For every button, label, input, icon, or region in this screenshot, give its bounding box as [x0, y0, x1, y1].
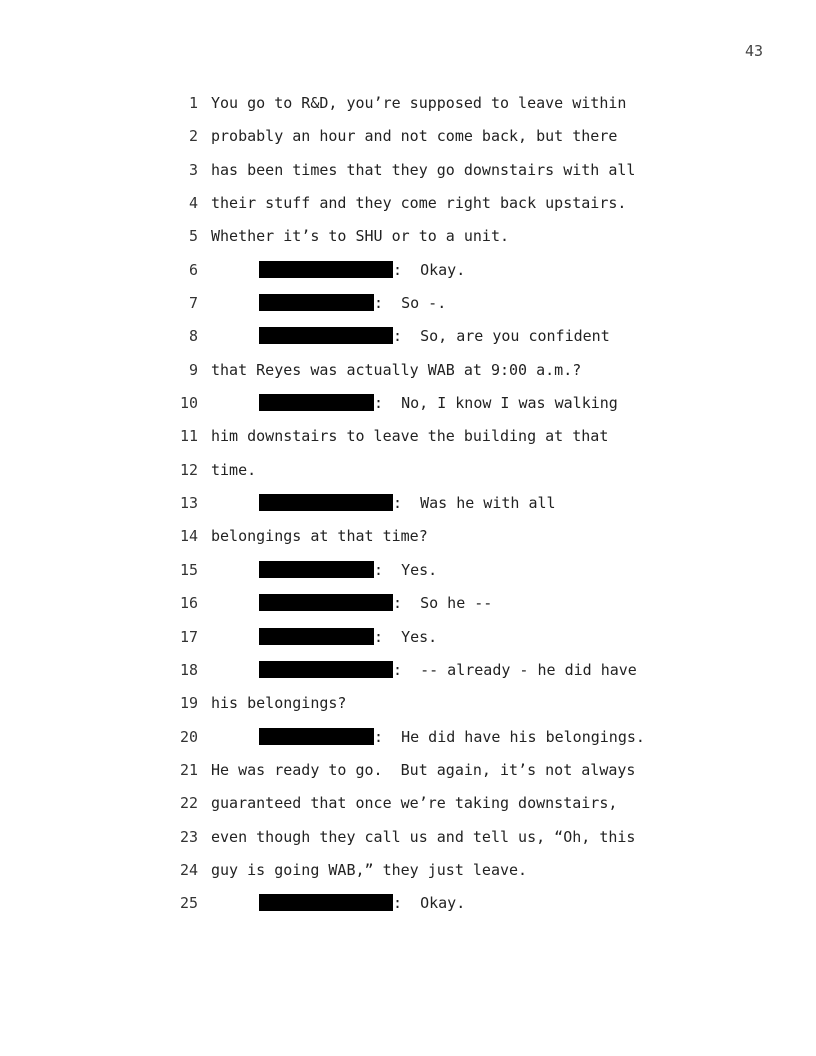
line-number: 4 [188, 194, 198, 213]
line-text: : Yes. [374, 627, 438, 646]
transcript-line [0, 290, 816, 323]
line-text: : Was he with all [393, 494, 556, 513]
redacted-speaker-name [259, 561, 374, 578]
transcript-line [0, 157, 816, 190]
redacted-speaker-name [259, 594, 393, 611]
line-number: 22 [179, 794, 198, 813]
line-text: You go to R&D, you’re supposed to leave within [211, 94, 627, 112]
line-number: 12 [179, 460, 198, 479]
redacted-speaker-name [259, 661, 393, 678]
line-text: belongings at that time? [211, 527, 428, 546]
transcript-line [0, 257, 816, 290]
line-text: has been times that they go downstairs with all [211, 160, 636, 179]
speaker-line [259, 323, 610, 349]
transcript-line [0, 190, 816, 223]
line-text: that Reyes was actually WAB at 9:00 a.m.? [211, 360, 582, 379]
transcript-line [0, 523, 816, 556]
line-text: him downstairs to leave the building at that [211, 427, 609, 446]
transcript-body [0, 90, 816, 924]
line-number: 24 [179, 860, 198, 879]
line-number: 16 [179, 594, 198, 613]
line-number: 15 [179, 560, 198, 579]
page-number: 43 [744, 42, 763, 60]
line-text: Whether it’s to SHU or to a unit. [211, 227, 510, 246]
transcript-line [0, 123, 816, 156]
line-text: : He did have his belongings. [374, 727, 645, 746]
speaker-line [259, 624, 437, 650]
transcript-line [0, 790, 816, 823]
transcript-line [0, 590, 816, 623]
speaker-line [259, 657, 637, 683]
line-text: : Okay. [393, 894, 466, 913]
line-text: : So he -- [393, 594, 493, 613]
line-number: 8 [188, 327, 198, 346]
transcript-line [0, 90, 816, 123]
line-text: : Okay. [393, 260, 466, 279]
line-number: 13 [179, 494, 198, 513]
line-number: 25 [179, 894, 198, 913]
line-number: 17 [179, 627, 198, 646]
transcript-line [0, 657, 816, 690]
speaker-line [259, 590, 492, 616]
line-text: his belongings? [211, 694, 347, 713]
redacted-speaker-name [259, 628, 374, 645]
speaker-line [259, 490, 556, 516]
transcript-line [0, 890, 816, 923]
transcript-line [0, 457, 816, 490]
redacted-speaker-name [259, 394, 374, 411]
line-text: guy is going WAB,” they just leave. [211, 860, 528, 879]
line-number: 18 [179, 660, 198, 679]
line-number: 2 [188, 127, 198, 146]
redacted-speaker-name [259, 327, 393, 344]
line-number: 23 [179, 827, 198, 846]
line-text: : Yes. [374, 560, 438, 579]
line-text: : So, are you confident [393, 327, 610, 346]
transcript-line [0, 323, 816, 356]
line-number: 6 [188, 260, 198, 279]
line-number: 11 [179, 427, 198, 446]
line-number: 14 [179, 527, 198, 546]
transcript-line [0, 857, 816, 890]
redacted-speaker-name [259, 294, 374, 311]
transcript-line [0, 490, 816, 523]
line-number: 3 [188, 160, 198, 179]
line-text: : -- already - he did have [393, 660, 637, 679]
line-number: 7 [188, 294, 198, 313]
speaker-line [259, 390, 618, 416]
transcript-line [0, 824, 816, 857]
speaker-line [259, 557, 437, 583]
transcript-line [0, 423, 816, 456]
redacted-speaker-name [259, 494, 393, 511]
transcript-line [0, 724, 816, 757]
line-number: 1 [188, 94, 198, 112]
line-number: 5 [188, 227, 198, 246]
line-text: : So -. [374, 294, 447, 313]
line-text: time. [211, 460, 257, 479]
line-text: He was ready to go. But again, it’s not always [211, 760, 636, 779]
line-text: their stuff and they come right back upstairs. [211, 194, 627, 213]
redacted-speaker-name [259, 261, 393, 278]
line-number: 20 [179, 727, 198, 746]
transcript-line [0, 624, 816, 657]
line-number: 21 [179, 760, 198, 779]
line-text: guaranteed that once we’re taking downstairs, [211, 794, 618, 813]
transcript-line [0, 223, 816, 256]
transcript-line [0, 357, 816, 390]
line-text: : No, I know I was walking [374, 394, 618, 413]
transcript-line [0, 757, 816, 790]
redacted-speaker-name [259, 894, 393, 911]
speaker-line [259, 290, 446, 316]
line-number: 10 [179, 394, 198, 413]
speaker-line [259, 257, 465, 283]
transcript-line [0, 557, 816, 590]
speaker-line [259, 890, 465, 916]
line-text: even though they call us and tell us, “Oh, this [211, 827, 636, 846]
line-number: 19 [179, 694, 198, 713]
speaker-line [259, 724, 645, 750]
redacted-speaker-name [259, 728, 374, 745]
line-text: probably an hour and not come back, but there [211, 127, 618, 146]
line-number: 9 [188, 360, 198, 379]
transcript-line [0, 690, 816, 723]
transcript-line [0, 390, 816, 423]
